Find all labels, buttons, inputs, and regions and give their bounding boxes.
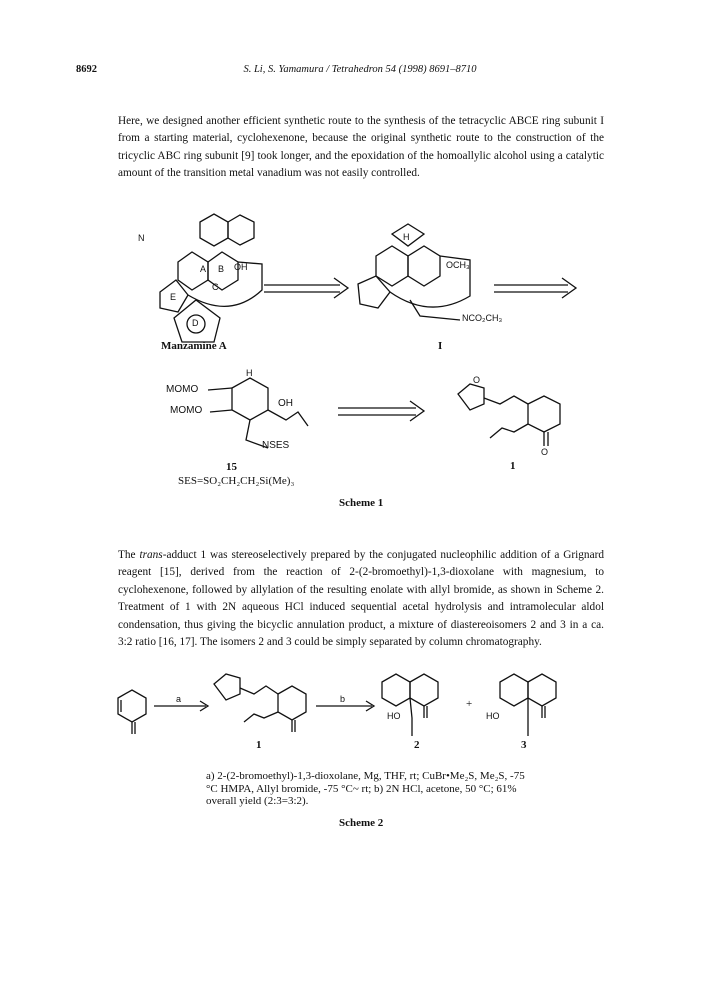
manzamine-n-atom: N [138,233,145,243]
reaction-arrow-3 [338,401,424,421]
compound-i-label: I [438,340,443,352]
compound-i-structure [358,224,470,320]
compound-15-h: H [246,368,253,378]
manzamine-ring-e: E [170,292,177,302]
compound-2-structure [382,674,438,736]
compound-i-nco2ch3: NCO₂CH₃ [462,313,503,323]
page-number: 8692 [76,64,97,75]
scheme2-compound-1-label: 1 [256,739,262,751]
manzamine-oh: OH [234,262,248,272]
manzamine-ring-d: D [192,318,199,328]
compound-3-ho: HO [486,711,500,721]
compound-15-momo-2: MOMO [170,405,203,416]
compound-3-label: 3 [521,739,527,751]
manzamine-ring-c: C [212,282,219,292]
scheme2-compound-1-structure [214,674,306,732]
ses-definition: SES=SO₂CH₂CH₂Si(Me)₃ [178,475,295,487]
reaction-arrow-1 [264,278,348,298]
compound-1-structure [458,384,560,446]
manzamine-a-structure [160,214,262,342]
manzamine-ring-b: B [218,264,225,274]
compound-i-h: H [403,232,410,242]
trans-italic: trans [139,549,163,561]
running-title: S. Li, S. Yamamura / Tetrahedron 54 (1998) 8691–8710 [243,64,477,75]
compound-15-momo-1: MOMO [166,384,199,395]
paragraph-trans-adduct: The trans-adduct 1 was stereoselectively prepared by the conjugated nucleophilic addition of a Grignard reagent [15], derived from the reaction of 2-(2-bromoethyl)-1,3-dioxolane with magnesium, to cyclohexenone, followed by allylation of the resulting enolate with allyl bromide, as shown in Scheme 2. Treatment of 1 with 2N aqueous HCl induced sequential acetal hydrolysis and intramolecular aldol condensation, thus giving the bicyclic annulation product, a mixture of diastereoisomers 2 and 3 in a ca. 3:2 ratio [16, 17]. The isomers 2 and 3 could be simply separated by column chromatography. [118,549,605,649]
compound-1-dioxolane-o: O [473,375,481,385]
compound-2-label: 2 [414,739,420,751]
compound-3-structure [500,674,556,736]
compound-i-och3: OCH₃ [446,260,470,270]
step-b-label: b [340,694,346,704]
scheme-2-title: Scheme 2 [339,817,384,829]
compound-15-structure [208,378,308,448]
scheme-2-conditions: a) 2-(2-bromoethyl)-1,3-dioxolane, Mg, THF, rt; CuBr•Me₂S, Me₂S, -75 °C HMPA, Allyl bromide, -75 °C~ rt; b) 2N HCl, acetone, 50 °C; 61% overall yield (2:3=3:2). [206,770,525,807]
compound-1-label: 1 [510,460,516,472]
scheme-2-structures [0,640,720,770]
compound-1-ketone-o: O [541,447,549,457]
step-a-label: a [176,694,182,704]
compound-15-label: 15 [226,461,237,473]
scheme-1-title: Scheme 1 [339,497,384,509]
compound-15-nses: NSES [262,440,290,451]
reaction-arrow-2 [494,278,576,298]
manzamine-ring-a: A [200,264,207,274]
compound-15-oh: OH [278,398,293,409]
manzamine-a-label: Manzamine A [161,340,227,352]
plus-sign: + [466,698,473,710]
paragraph-intro: Here, we designed another efficient synthetic route to the synthesis of the tetracyclic ABCE ring subunit I from a starting material, cyclohexenone, because the original synthetic route to the construction of the tricyclic ABC ring subunit [9] took longer, and the epoxidation of the homoallylic alcohol using a catalytic amount of the transition metal vanadium was not easily controlled. [118,115,604,180]
cyclohexenone-structure [118,690,146,734]
compound-2-ho: HO [387,711,401,721]
